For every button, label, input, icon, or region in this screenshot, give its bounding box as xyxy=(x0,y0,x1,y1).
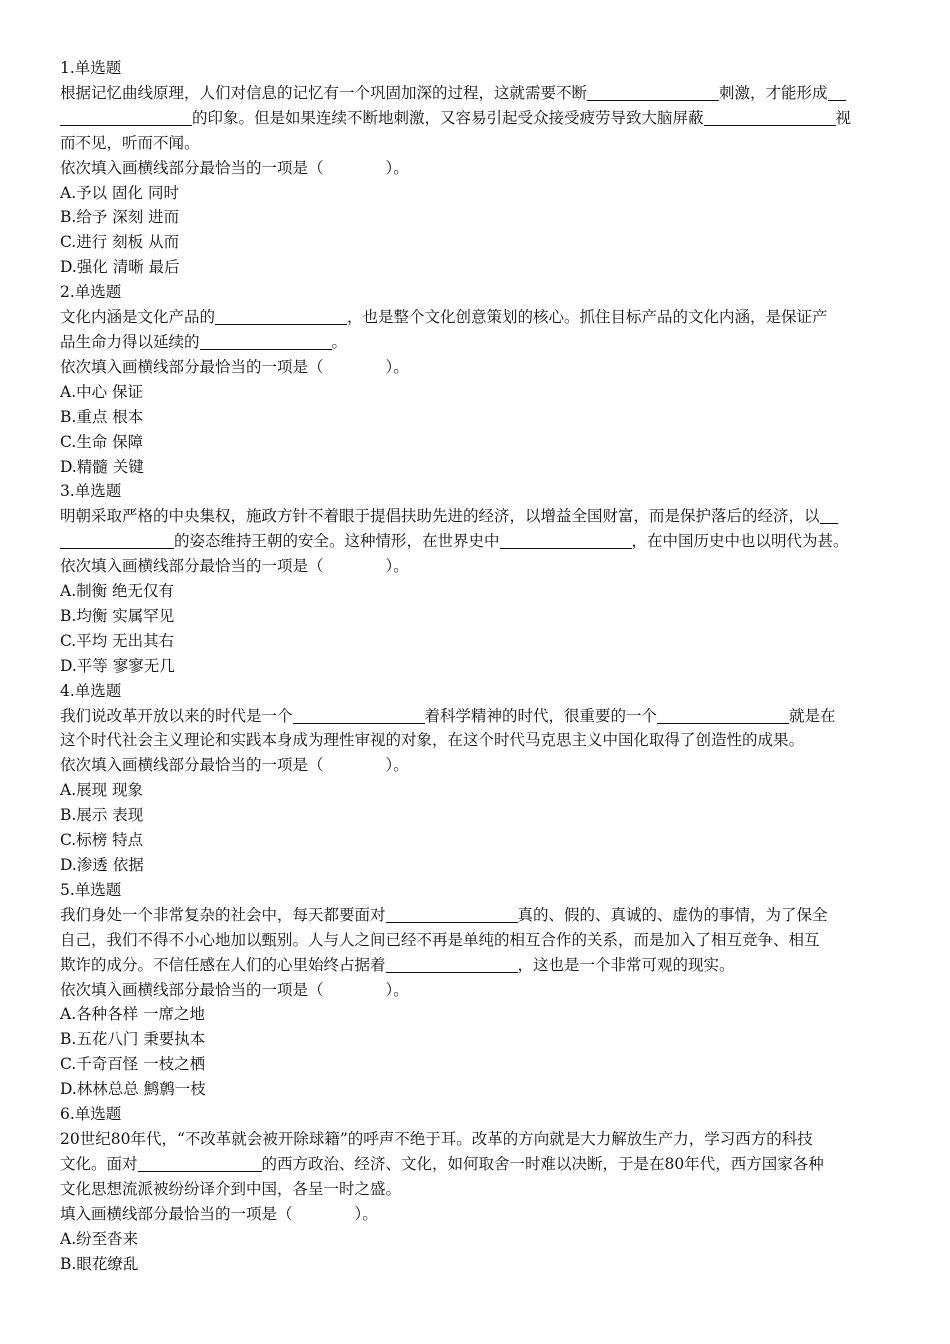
question-header: 5.单选题 xyxy=(60,880,122,899)
stem-text: 就是在 xyxy=(789,706,836,725)
option-a[interactable]: A.纷至沓来 xyxy=(60,1229,139,1248)
stem-text: 。 xyxy=(331,332,348,351)
question-stem-line: 文化思想流派被纷纷译介到中国，各呈一时之盛。 xyxy=(60,1179,402,1198)
answer-blank xyxy=(60,109,192,126)
stem-text: 文化。面对 xyxy=(60,1154,138,1173)
question-prompt: 依次填入画横线部分最恰当的一项是（ ）。 xyxy=(60,980,409,999)
answer-blank xyxy=(60,532,174,549)
answer-blank xyxy=(293,707,425,724)
question-stem-line xyxy=(60,529,886,554)
question-prompt: 依次填入画横线部分最恰当的一项是（ ）。 xyxy=(60,756,409,775)
option-c[interactable]: C.平均 无出其右 xyxy=(60,631,175,650)
answer-blank xyxy=(200,333,332,350)
question-stem-line xyxy=(60,704,886,729)
question-stem-line: 这个时代社会主义理论和实践本身成为理性审视的对象，在这个时代马克思主义中国化取得了创造性的成果。 xyxy=(60,731,805,750)
option-a[interactable]: A.各种各样 一席之地 xyxy=(60,1005,206,1024)
question-4 xyxy=(60,679,886,878)
option-c[interactable]: C.标榜 特点 xyxy=(60,831,144,850)
option-b[interactable]: B.重点 根本 xyxy=(60,407,144,426)
option-b[interactable]: B.给予 深刻 进而 xyxy=(60,208,180,227)
option-d[interactable]: D.林林总总 鹪鹩一枝 xyxy=(60,1080,206,1099)
question-stem-line xyxy=(60,504,886,529)
stem-text: ，也是整个文化创意策划的核心。抓住目标产品的文化内涵，是保证产 xyxy=(347,308,828,327)
option-d[interactable]: D.强化 清晰 最后 xyxy=(60,258,180,277)
stem-text: 的西方政治、经济、文化，如何取舍一时难以决断，于是在80年代，西方国家各种 xyxy=(261,1154,824,1173)
stem-text: 的姿态维持王朝的安全。这种情形，在世界史中 xyxy=(174,532,500,551)
option-b[interactable]: B.均衡 实属罕见 xyxy=(60,606,175,625)
question-5 xyxy=(60,878,886,1102)
stem-text: ，这也是一个非常可观的现实。 xyxy=(517,955,735,974)
question-header: 6.单选题 xyxy=(60,1105,122,1124)
stem-text: 着科学精神的时代，很重要的一个 xyxy=(424,706,658,725)
stem-text: 欺诈的成分。不信任感在人们的心里始终占据着 xyxy=(60,955,386,974)
stem-text: 的印象。但是如果连续不断地刺激，又容易引起受众接受疲劳导致大脑屏蔽 xyxy=(192,108,704,127)
answer-blank xyxy=(657,707,789,724)
option-a[interactable]: A.中心 保证 xyxy=(60,382,144,401)
question-stem-line xyxy=(60,1152,886,1177)
option-c[interactable]: C.进行 刻板 从而 xyxy=(60,233,180,252)
question-stem-line xyxy=(60,330,886,355)
stem-text: 文化内涵是文化产品的 xyxy=(60,308,216,327)
answer-blank xyxy=(820,507,838,524)
question-stem-line: 而不见，听而不闻。 xyxy=(60,133,200,152)
question-stem-line xyxy=(60,106,886,131)
question-prompt: 依次填入画横线部分最恰当的一项是（ ）。 xyxy=(60,357,409,376)
answer-blank xyxy=(215,308,347,325)
stem-text: 品生命力得以延续的 xyxy=(60,332,200,351)
answer-blank xyxy=(704,109,836,126)
option-c[interactable]: C.生命 保障 xyxy=(60,432,144,451)
option-d[interactable]: D.平等 寥寥无几 xyxy=(60,656,175,675)
question-1 xyxy=(60,56,886,280)
stem-text: 刺激，才能形成 xyxy=(719,83,828,102)
question-header: 3.单选题 xyxy=(60,482,122,501)
question-stem-line: 20世纪80年代，“不改革就会被开除球籍”的呼声不绝于耳。改革的方向就是大力解放生产力，学习西方的科技 xyxy=(60,1129,813,1148)
option-a[interactable]: A.制衡 绝无仅有 xyxy=(60,582,175,601)
question-6 xyxy=(60,1102,886,1276)
answer-blank xyxy=(386,906,518,923)
option-c[interactable]: C.千奇百怪 一枝之栖 xyxy=(60,1055,206,1074)
option-b[interactable]: B.展示 表现 xyxy=(60,806,144,825)
stem-text: ，在中国历史中也以明代为甚。 xyxy=(631,532,849,551)
option-d[interactable]: D.精髓 关键 xyxy=(60,457,144,476)
question-stem-line: 自己，我们不得不小心地加以甄别。人与人之间已经不再是单纯的相互合作的关系，而是加入了相互竞争、相互 xyxy=(60,930,820,949)
stem-text: 我们说改革开放以来的时代是一个 xyxy=(60,706,293,725)
question-prompt: 依次填入画横线部分最恰当的一项是（ ）。 xyxy=(60,158,409,177)
question-header: 2.单选题 xyxy=(60,283,122,302)
question-stem-line xyxy=(60,81,886,106)
question-stem-line xyxy=(60,305,886,330)
answer-blank xyxy=(500,532,632,549)
option-a[interactable]: A.展现 现象 xyxy=(60,781,144,800)
option-a[interactable]: A.予以 固化 同时 xyxy=(60,183,179,202)
question-stem-line xyxy=(60,953,886,978)
question-prompt: 填入画横线部分最恰当的一项是（ ）。 xyxy=(60,1204,378,1223)
question-header: 1.单选题 xyxy=(60,59,122,77)
question-stem-line xyxy=(60,903,886,928)
option-d[interactable]: D.渗透 依据 xyxy=(60,856,144,874)
stem-text: 明朝采取严格的中央集权，施政方针不着眼于提倡扶助先进的经济，以增益全国财富，而是保护落后的经济，以 xyxy=(60,507,820,526)
answer-blank xyxy=(386,956,518,973)
answer-blank xyxy=(828,84,846,101)
option-b[interactable]: B.眼花缭乱 xyxy=(60,1254,139,1273)
option-b[interactable]: B.五花八门 秉要执本 xyxy=(60,1030,206,1049)
stem-text: 我们身处一个非常复杂的社会中，每天都要面对 xyxy=(60,905,386,924)
question-prompt: 依次填入画横线部分最恰当的一项是（ ）。 xyxy=(60,557,409,576)
question-2 xyxy=(60,280,886,479)
question-3 xyxy=(60,479,886,678)
stem-text: 根据记忆曲线原理，人们对信息的记忆有一个巩固加深的过程，这就需要不断 xyxy=(60,83,588,102)
question-header: 4.单选题 xyxy=(60,681,122,700)
stem-text: 真的、假的、真诚的、虚伪的事情，为了保全 xyxy=(517,905,828,924)
answer-blank xyxy=(587,84,719,101)
answer-blank xyxy=(138,1155,262,1172)
stem-text: 视 xyxy=(835,108,852,127)
